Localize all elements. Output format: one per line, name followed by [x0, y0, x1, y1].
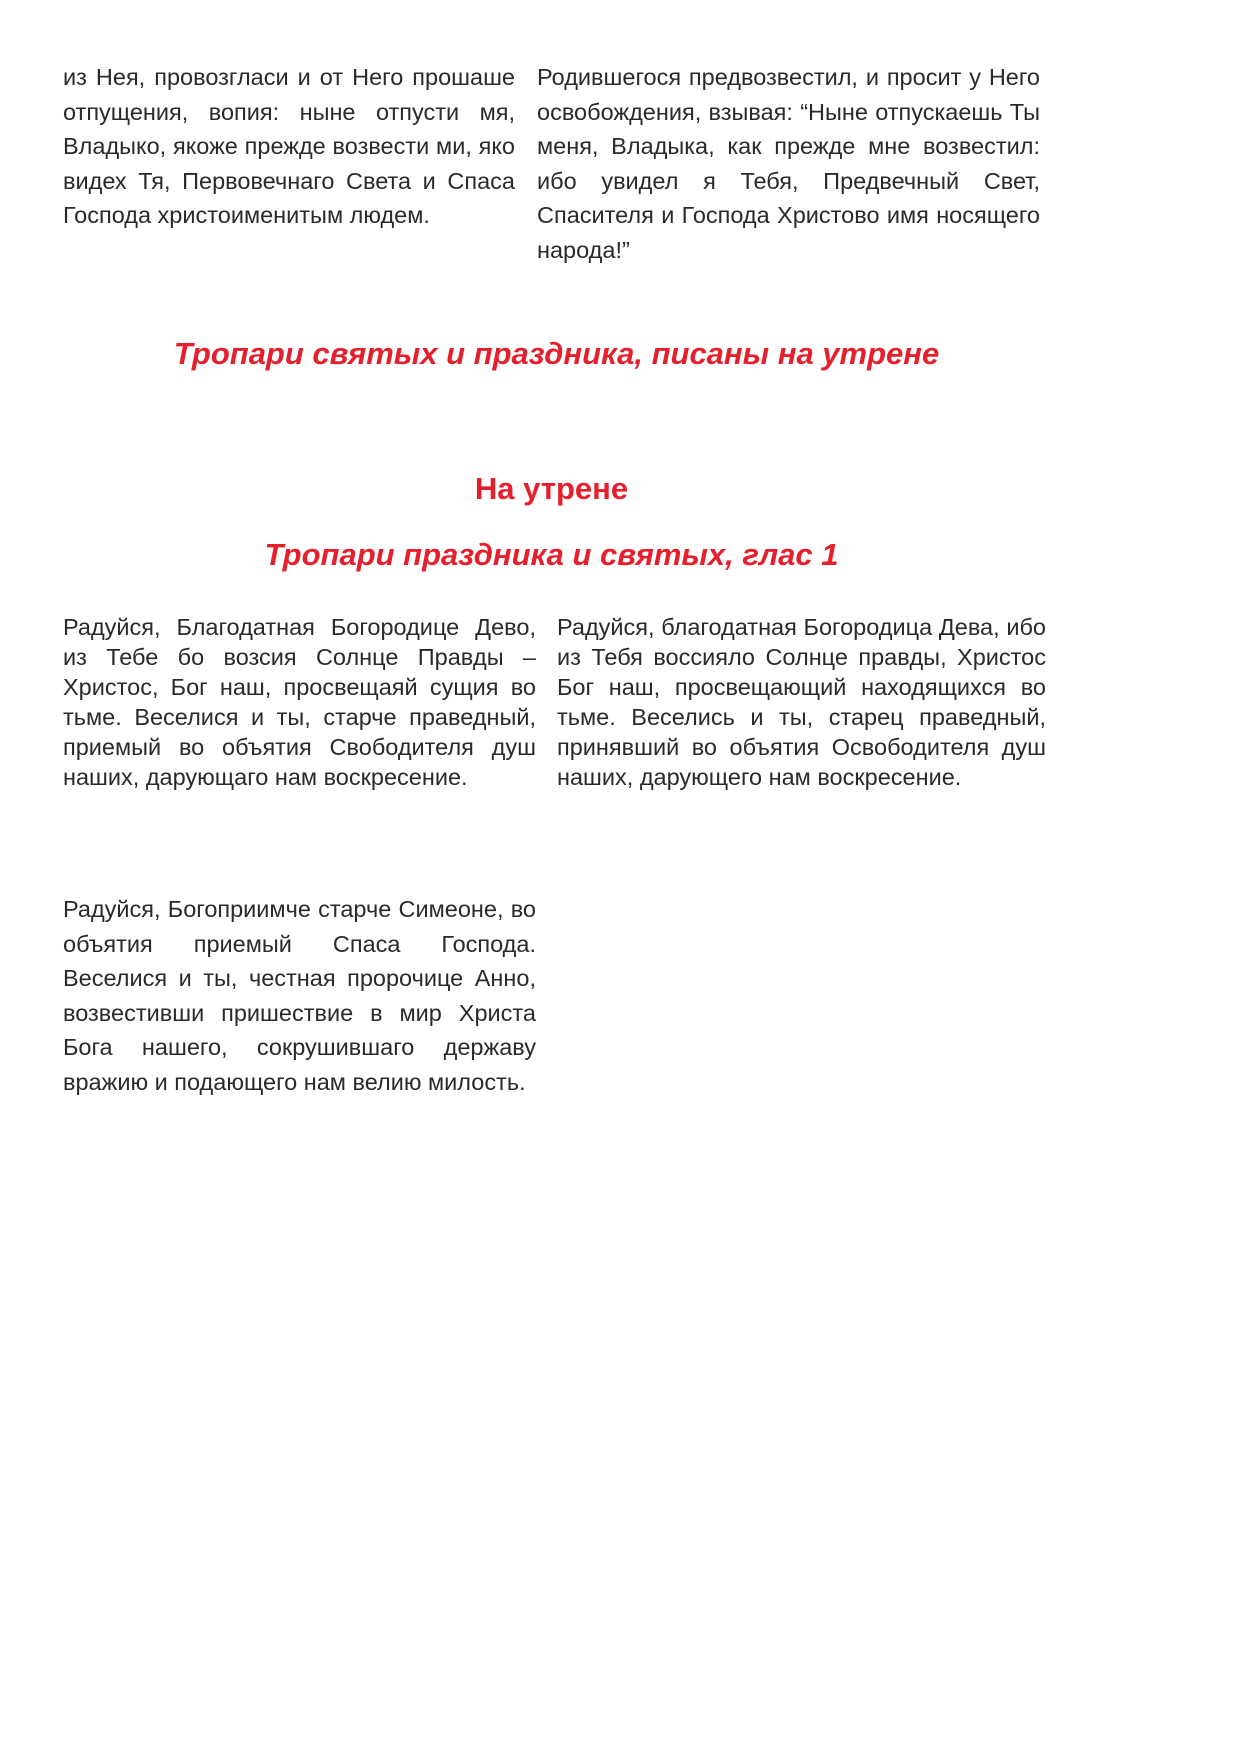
top-right-paragraph: Родившегося предвозвестил, и просит у Него освобождения, взывая: “Ныне отпускаешь Ты меня, Владыка, как прежде мне возвестил: ибо увидел я Тебя, Предвечный Свет, Спасителя и Господа Христово имя носящего народа!” — [537, 64, 1040, 263]
section-heading-troparia: Тропари святых и праздника, писаны на утрене — [173, 336, 940, 371]
section-heading-troparia-tone: Тропари праздника и святых, глас 1 — [264, 537, 839, 572]
top-left-paragraph: из Нея, провозгласи и от Него прошаше отпущения, вопия: ныне отпусти мя, Владыко, якоже прежде возвести ми, яко видех Тя, Первовечнаго Света и Спаса Господа христоименитым людем. — [63, 64, 515, 228]
troparion-1-slavonic-paragraph: Радуйся, Благодатная Богородице Дево, из Тебе бо возсия Солнце Правды – Христос, Бог наш, просвещаяй сущия во тьме. Веселися и ты, старче праведный, приемый во объятия Свободителя душ наших, дарующаго нам воскресение. — [63, 614, 536, 790]
troparion-1-russian-paragraph: Радуйся, благодатная Богородица Дева, ибо из Тебя воссияло Солнце правды, Христос Бог наш, просвещающий находящихся во тьме. Веселись и ты, старец праведный, принявший во объятия Освободителя душ наших, дарующего нам воскресение. — [557, 614, 1046, 790]
troparion-2-slavonic-paragraph: Радуйся, Богоприимче старче Симеоне, во объятия приемый Спаса Господа. Веселися и ты, честная пророчице Анно, возвестивши пришествие в мир Христа Бога нашего, сокрушившаго державу вражию и подающего нам велию милость. — [63, 896, 536, 1095]
section-heading-matins: На утрене — [474, 471, 629, 506]
